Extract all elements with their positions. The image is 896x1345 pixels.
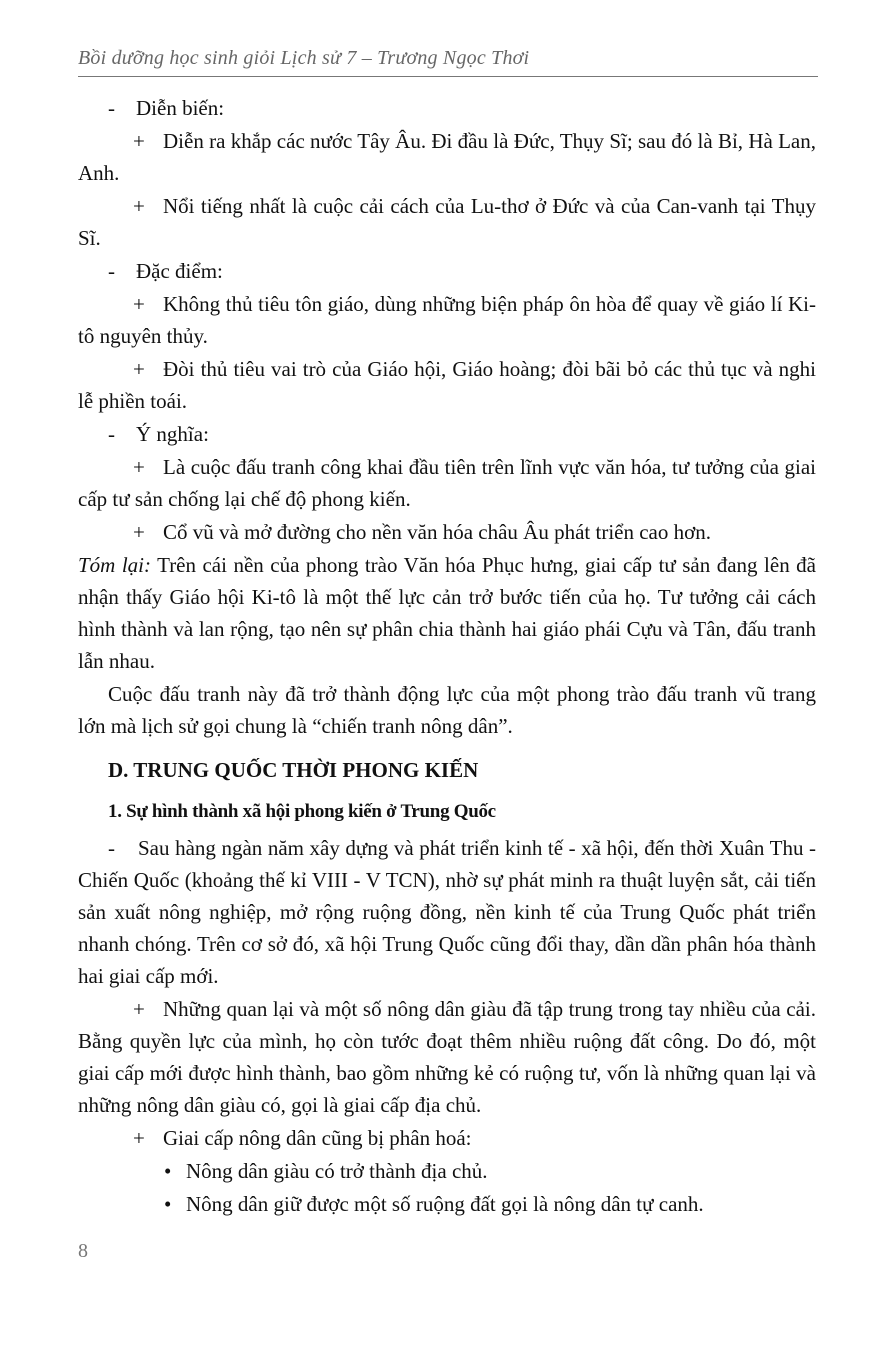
summary-paragraph — [78, 549, 816, 677]
dash-text: Đặc điểm: — [136, 259, 223, 283]
plus-marker: + — [133, 520, 145, 544]
plus-marker: + — [133, 292, 145, 316]
bullet-text: Nông dân giữ được một số ruộng đất gọi là nông dân tự canh. — [186, 1192, 704, 1216]
plus-item — [78, 993, 816, 1121]
section-heading: D. TRUNG QUỐC THỜI PHONG KIẾN — [108, 758, 479, 782]
dash-text: Sau hàng ngàn năm xây dựng và phát triển kinh tế - xã hội, đến thời Xuân Thu - Chiến Quốc (khoảng thế kỉ VIII - V TCN), nhờ sự phát minh ra thuật luyện sắt, cải tiến sản xuất nông nghiệp, mở rộng ruộng đồng, nền kinh tế của Trung Quốc phát triển nhanh chóng. Trên cơ sở đó, xã hội Trung Quốc cũng đổi thay, dần dần phân hóa thành hai giai cấp mới. — [78, 836, 816, 988]
summary-lead: Tóm lại: — [78, 553, 151, 577]
plus-item — [78, 1122, 816, 1154]
dash-text: Ý nghĩa: — [136, 422, 209, 446]
bullet-icon: • — [164, 1192, 172, 1216]
dash-item — [78, 418, 816, 450]
plus-item — [78, 516, 816, 548]
plus-text: Đòi thủ tiêu vai trò của Giáo hội, Giáo hoàng; đòi bãi bỏ các thủ tục và nghi lễ phiền toái. — [78, 357, 816, 413]
plus-marker: + — [133, 1126, 145, 1150]
plus-marker: + — [133, 997, 145, 1021]
plus-text: Cổ vũ và mở đường cho nền văn hóa châu Âu phát triển cao hơn. — [163, 520, 711, 544]
dash-item — [78, 255, 816, 287]
paragraph: Cuộc đấu tranh này đã trở thành động lực của một phong trào đấu tranh vũ trang lớn mà lịch sử gọi chung là “chiến tranh nông dân”. — [78, 682, 816, 738]
plus-item — [78, 353, 816, 417]
dash-marker: - — [108, 96, 115, 120]
plus-item — [78, 190, 816, 254]
dash-marker: - — [108, 422, 115, 446]
plus-item — [78, 125, 816, 189]
dash-paragraph — [78, 832, 816, 992]
dash-marker: - — [108, 836, 115, 860]
bullet-item — [78, 1155, 816, 1187]
plus-text: Giai cấp nông dân cũng bị phân hoá: — [163, 1126, 472, 1150]
bullet-text: Nông dân giàu có trở thành địa chủ. — [186, 1159, 488, 1183]
dash-marker: - — [108, 259, 115, 283]
running-header: Bồi dưỡng học sinh giỏi Lịch sử 7 – Trương Ngọc Thơi — [78, 47, 530, 69]
plus-item — [78, 451, 816, 515]
summary-text: Trên cái nền của phong trào Văn hóa Phục hưng, giai cấp tư sản đang lên đã nhận thấy Giáo hội Ki-tô là một thế lực cản trở bước tiến của họ. Tư tưởng cải cách hình thành và lan rộng, tạo nên sự phân chia thành hai giáo phái Cựu và Tân, đấu tranh lẫn nhau. — [78, 553, 816, 673]
page-body — [78, 92, 816, 1221]
plus-marker: + — [133, 194, 145, 218]
header-divider — [78, 76, 818, 77]
dash-item — [78, 92, 816, 124]
plus-marker: + — [133, 455, 145, 479]
plus-marker: + — [133, 357, 145, 381]
plus-text: Những quan lại và một số nông dân giàu đã tập trung trong tay nhiều của cải. Bằng quyền lực của mình, họ còn tước đoạt thêm nhiều ruộng đất công. Do đó, một giai cấp mới được hình thành, bao gồm những kẻ có ruộng tư, vốn là những quan lại và những nông dân giàu có, gọi là giai cấp địa chủ. — [78, 997, 816, 1117]
subsection-heading: 1. Sự hình thành xã hội phong kiến ở Trung Quốc — [108, 801, 496, 822]
bullet-item — [78, 1188, 816, 1220]
plus-text: Không thủ tiêu tôn giáo, dùng những biện pháp ôn hòa để quay về giáo lí Ki-tô nguyên thủy. — [78, 292, 816, 348]
bullet-icon: • — [164, 1159, 172, 1183]
plus-text: Diễn ra khắp các nước Tây Âu. Đi đầu là Đức, Thụy Sĩ; sau đó là Bỉ, Hà Lan, Anh. — [78, 129, 816, 185]
plus-item — [78, 288, 816, 352]
page-number: 8 — [78, 1240, 88, 1262]
plus-text: Nổi tiếng nhất là cuộc cải cách của Lu-thơ ở Đức và của Can-vanh tại Thụy Sĩ. — [78, 194, 816, 250]
plus-marker: + — [133, 129, 145, 153]
plus-text: Là cuộc đấu tranh công khai đầu tiên trên lĩnh vực văn hóa, tư tưởng của giai cấp tư sản chống lại chế độ phong kiến. — [78, 455, 816, 511]
dash-text: Diễn biến: — [136, 96, 225, 120]
